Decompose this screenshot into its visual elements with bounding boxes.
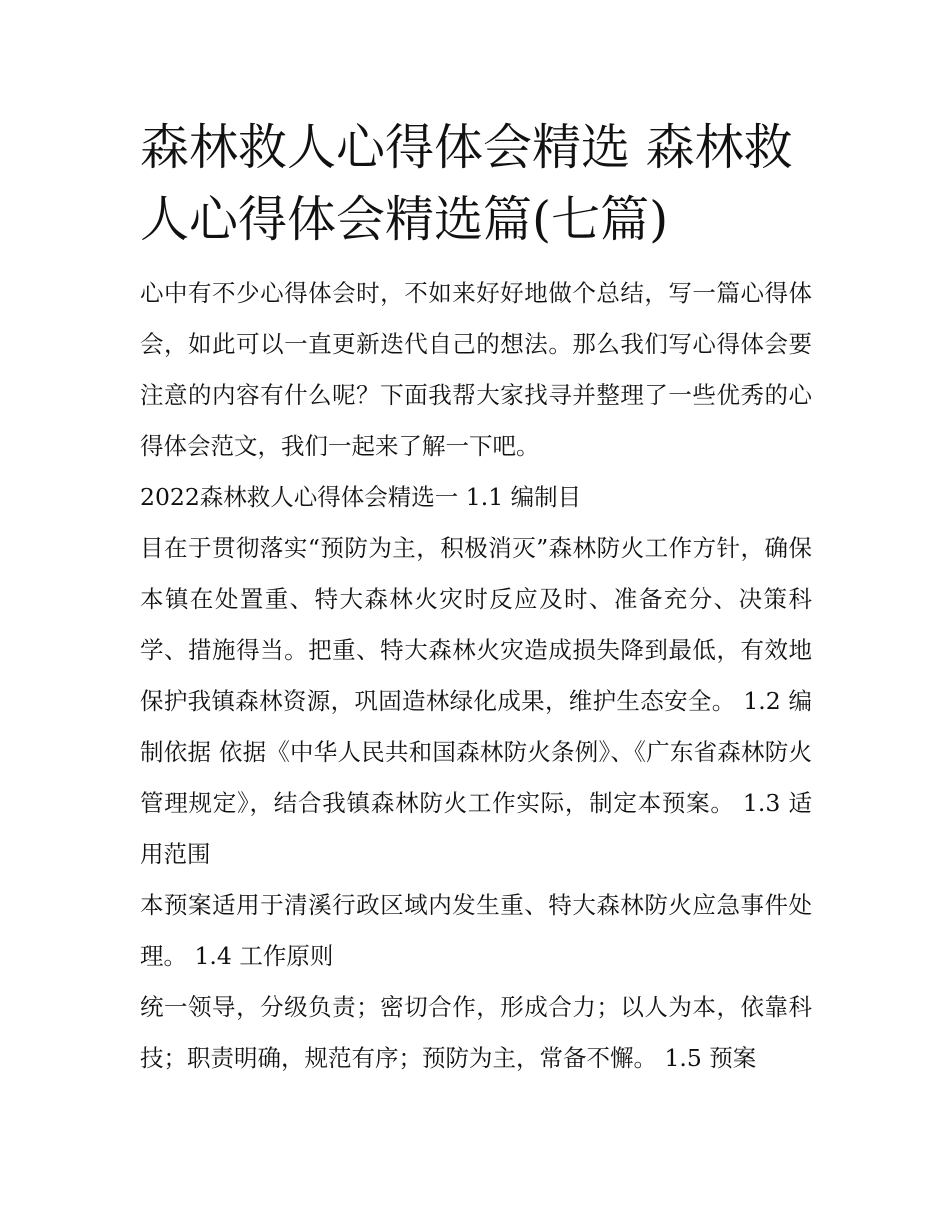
- document-title: 森林救人心得体会精选 森林救人心得体会精选篇(七篇): [140, 119, 793, 248]
- intro-paragraph: 心中有不少心得体会时，不如来好好地做个总结，写一篇心得体会，如此可以一直更新迭代自己的想法。那么我们写心得体会要注意的内容有什么呢？下面我帮大家找寻并整理了一些优秀的心得体会范文，我们一起来了解一下吧。: [140, 279, 812, 460]
- body-paragraph: 本预案适用于清溪行政区域内发生重、特大森林防火应急事件处理。 1.4 工作原则: [140, 891, 812, 970]
- body-paragraph: 目在于贯彻落实“预防为主，积极消灭”森林防火工作方针，确保本镇在处置重、特大森林火灾时反应及时、准备充分、决策科学、措施得当。把重、特大森林火灾造成损失降到最低，有效地保护我镇森林资源，巩固造林绿化成果，维护生态安全。 1.2 编制依据 依据《中华人民共和国森林防火条例》、《广东省森林防火管理规定》，结合我镇森林防火工作实际，制定本预案。 1.3 适用范围: [140, 534, 812, 868]
- section-heading-paragraph: 2022森林救人心得体会精选一 1.1 编制目: [140, 483, 582, 511]
- body-paragraph: 统一领导，分级负责；密切合作，形成合力；以人为本，依靠科技；职责明确，规范有序；预防为主，常备不懈。 1.5 预案: [140, 993, 812, 1072]
- document-page: [140, 112, 812, 1084]
